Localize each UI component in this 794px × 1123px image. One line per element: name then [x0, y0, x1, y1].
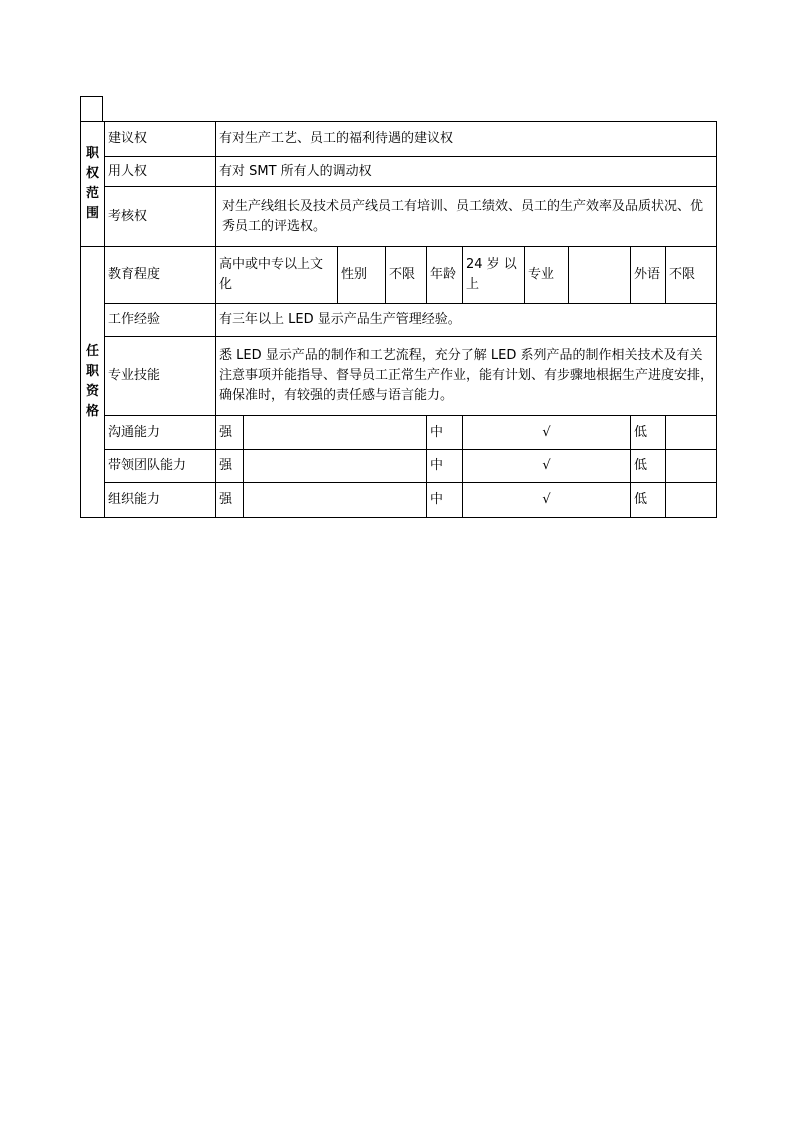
row-value: 有对生产工艺、员工的福利待遇的建议权 [216, 122, 717, 157]
row-label: 用人权 [105, 157, 216, 187]
table-row [81, 157, 717, 187]
language-label: 外语 [631, 247, 666, 304]
ability-low: 低 [631, 450, 666, 483]
ability-label: 沟通能力 [105, 416, 216, 450]
ability-strong-box [244, 450, 427, 483]
table-row [81, 122, 717, 157]
ability-medium-check [463, 483, 631, 518]
table-row [81, 247, 717, 304]
row-value: 对生产线组长及技术员产线员工有培训、员工绩效、员工的生产效率及品质状况、优秀员工的评选权。 [216, 187, 717, 247]
check-mark-icon: √ [542, 492, 551, 507]
skills-value: 悉 LED 显示产品的制作和工艺流程，充分了解 LED 系列产品的制作相关技术及有关注意事项并能指导、督导员工正常生产作业，能有计划、有步骤地根据生产进度安排，确保准时，有较强的责任感与语言能力。 [216, 337, 717, 416]
age-value: 24 岁 以上 [463, 247, 525, 304]
ability-strong: 强 [216, 450, 244, 483]
ability-strong-box [244, 483, 427, 518]
ability-medium: 中 [427, 483, 463, 518]
table-row [81, 450, 717, 483]
ability-low-box [666, 483, 717, 518]
ability-medium-check [463, 416, 631, 450]
table-row [81, 187, 717, 247]
ability-medium: 中 [427, 416, 463, 450]
experience-label: 工作经验 [105, 304, 216, 337]
ability-label: 组织能力 [105, 483, 216, 518]
ability-low-box [666, 450, 717, 483]
major-label: 专业 [525, 247, 569, 304]
ability-label: 带领团队能力 [105, 450, 216, 483]
check-mark-icon: √ [542, 424, 551, 440]
ability-medium: 中 [427, 450, 463, 483]
education-value: 高中或中专以上文化 [216, 247, 338, 304]
education-label: 教育程度 [105, 247, 216, 304]
table-row [81, 416, 717, 450]
ability-medium-check [463, 450, 631, 483]
age-label: 年龄 [427, 247, 463, 304]
ability-low-box [666, 416, 717, 450]
ability-strong: 强 [216, 416, 244, 450]
table-row [81, 337, 717, 416]
check-mark-icon: √ [542, 458, 551, 473]
gender-value: 不限 [386, 247, 427, 304]
major-value [569, 247, 631, 304]
row-value: 有对 SMT 所有人的调动权 [216, 157, 717, 187]
ability-strong-box [244, 416, 427, 450]
table-top-fragment [80, 96, 103, 122]
language-value: 不限 [666, 247, 717, 304]
gender-label: 性别 [338, 247, 386, 304]
ability-low: 低 [631, 416, 666, 450]
category-qualifications: 任 职 资 格 [81, 247, 105, 518]
ability-low: 低 [631, 483, 666, 518]
skills-label: 专业技能 [105, 337, 216, 416]
row-label: 考核权 [105, 187, 216, 247]
table-row [81, 304, 717, 337]
experience-value: 有三年以上 LED 显示产品生产管理经验。 [216, 304, 717, 337]
ability-strong: 强 [216, 483, 244, 518]
row-label: 建议权 [105, 122, 216, 157]
category-authority: 职 权 范 围 [81, 122, 105, 247]
job-requirements-table [80, 121, 717, 518]
table-row [81, 483, 717, 518]
